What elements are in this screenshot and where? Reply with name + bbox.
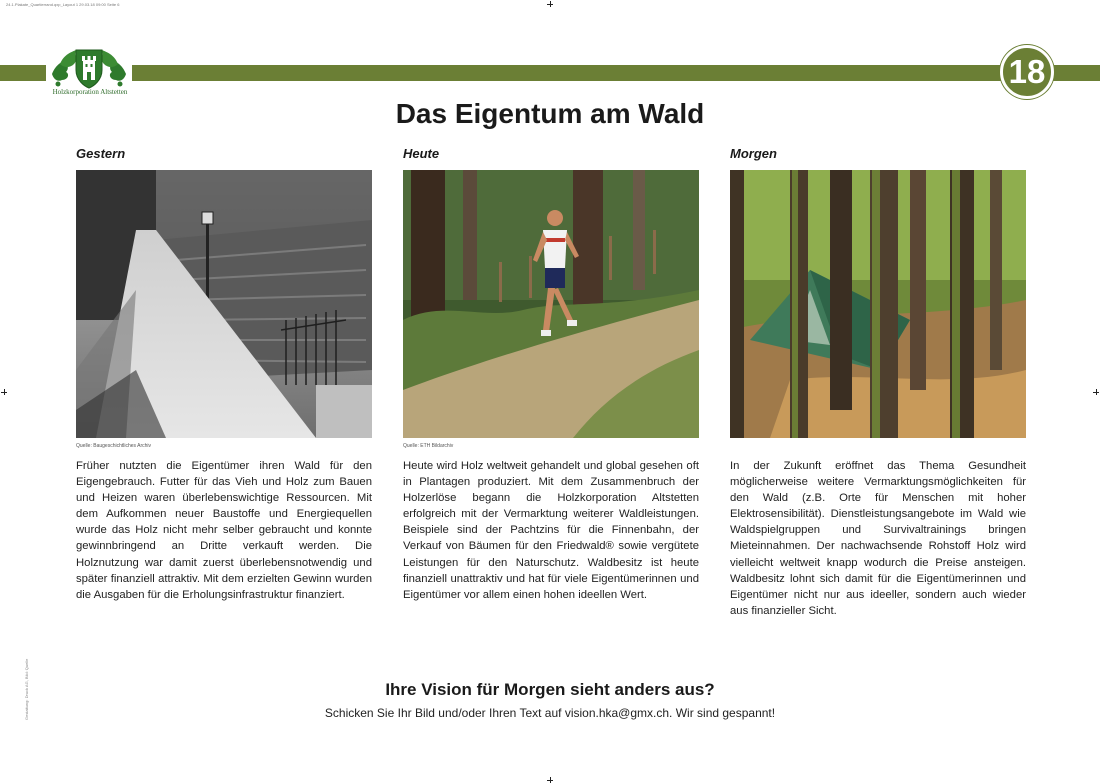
column-heading: Heute xyxy=(403,146,440,161)
column-gestern xyxy=(76,146,372,603)
side-note: Gestaltung: Druck AG, Bild: Quelle xyxy=(24,658,29,720)
header-band-left xyxy=(0,65,46,81)
photo-source: Quelle: ETH Bildarchiv xyxy=(403,443,454,449)
photo-runner-forest-trail xyxy=(403,170,699,438)
column-heute xyxy=(403,146,699,603)
crop-mark xyxy=(547,777,553,783)
vision-text: Schicken Sie Ihr Bild und/oder Ihren Text auf vision.hka@gmx.ch. Wir sind gespannt! xyxy=(324,706,776,720)
page-number-badge: 18 xyxy=(1000,45,1054,99)
column-text: Früher nutzten die Eigentümer ihren Wald für den Eigengebrauch. Futter für das Vieh und Holz zum Bauen und Heizen waren überlebenswichtige Ressourcen. Mit dem Aufkommen neuer Baustoffe und Energiequellen wurde das Holz nicht mehr selber gebraucht und konnte gewinnbringend an Dritte verkauft werden. Die Holznutzung war damit zuerst überlebensnotwendig und später finanziell attraktiv. Mit dem erzielten Gewinn wurden die Ausgaben für die Erholungsinfrastruktur finanziert. xyxy=(76,460,372,601)
column-text: Heute wird Holz weltweit gehandelt und global gesehen oft in Plantagen produziert. Mit dem Zusammenbruch der Holzerlöse begann die Holzkorporation Altstetten erfolgreich mit der Vermarktung weiterer Waldleistungen. Beispiele sind der Pachtzins für die Finnenbahn, der Verkauf von Bäumen für den Friedwald® sowie vergütete Leistungen für den Naturschutz. Waldbesitz ist heute finanziell unattraktiv und hat für viele Eigentümerinnen und Eigentümer vor allem einen hohen ideellen Wert. xyxy=(403,460,699,601)
photo-source: Quelle: Baugeschichtliches Archiv xyxy=(76,443,152,449)
photo-tent-in-forest xyxy=(730,170,1026,438)
photo-forest-road-bw xyxy=(76,170,372,438)
column-morgen xyxy=(730,146,1026,619)
print-slug: 24.1.Plakate_Quartierrand.qxp_Layout 1 29.03.18 09:00 Seite 6 xyxy=(6,2,120,7)
photo-source xyxy=(730,440,1026,456)
header-band-right xyxy=(132,65,1100,81)
crop-mark xyxy=(1093,389,1099,395)
crop-mark xyxy=(1,389,7,395)
org-name: Holzkorporation Altstetten xyxy=(52,88,128,96)
page-title: Das Eigentum am Wald xyxy=(395,98,705,129)
vision-heading: Ihre Vision für Morgen sieht anders aus? xyxy=(385,680,715,699)
column-heading: Morgen xyxy=(730,146,777,161)
column-text: In der Zukunft eröffnet das Thema Gesundheit möglicherweise weitere Vermarktungsmöglichkeiten für den Wald (z.B. Orte für Menschen mit hoher Elektrosensibilität). Dienstleistungsangebote im Wald wie Waldspielgruppen und Survivaltrainings bringen Mieteinnahmen. Der nachwachsende Rohstoff Holz wird vielleicht weltweit knapp wodurch die Preise ansteigen. Waldbesitz lohnt sich damit für die Eigentümerinnen und Eigentümer nicht nur aus ideeller, sondern auch wieder aus finanzieller Sicht. xyxy=(730,460,1026,617)
crop-mark xyxy=(547,1,553,7)
column-heading: Gestern xyxy=(76,146,126,161)
